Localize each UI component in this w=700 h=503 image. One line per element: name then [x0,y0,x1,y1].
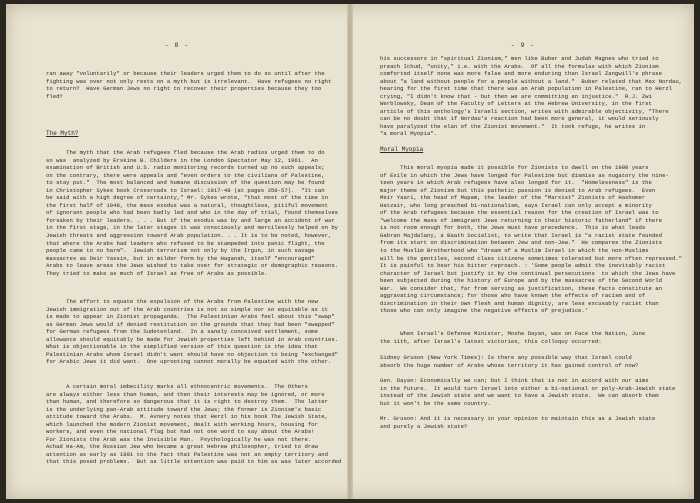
section-heading: The Myth? [46,130,79,137]
interview-answer: Gen. Dayan: Economically we can; but I think that is not in accord with our aims in the future. It would turn Israel into either a bi-national or poly-Arab-Jewish state instead of the Jewish state and we want to have a Jewish state. We can absorb them but it won't be the same country. [380,377,676,407]
right-page [352,4,694,499]
section-heading: Moral Myopia [380,146,424,153]
interview-question: Sidney Gruson (New York Times): Is there any possible way that Israel could absorb the huge number of Arabs whose territory it has gained control of now? [380,354,639,369]
book-spread [6,4,694,499]
body-paragraph: The effort to equate the expulsion of the Arabs from Palestine with the new Jewish immigration out of the Arab countries is not so simple nor so equitable as it is made to appear in Zionist propaganda. The Palestinian Arabs feel about this "swap" as German Jews would if denied restitution on the grounds that they had been "swapped" for German refugees from the Sudetenland. In a sanely conceived settlement, some allowance should equitably be made for Jewish properties left behind in Arab countries. What is objectionable in the simplified version of this question is the idea that Palestinian Arabs whom Israel didn't want should have no objection to being "exchanged" for Arabic Jews it did want. One uprooting cannot morally be equated with the other. [46,298,339,366]
intro-paragraph: ran away "voluntarily" or because their leaders urged them to do so until after the fighting was over not only rests on a myth but is irrelevant. Have refugees no right to return? Have German Jews no right to recover their properties because they too fled? [46,70,332,100]
page-number: - 9 - [510,42,536,49]
intro-paragraph: his successors in "spiritual Zionism," men like Buber and Judah Magnes who tried to preach Ichud, "unity," i.e. with the Arabs. Of all the formulas with which Zionism comforted itself none was more false and more enduring than Israel Zangwill's phrase about "a land without people for a people without a land." Buber related that Max Nordau, hearing for the first time that there was an Arab population in Palestine, ran to Herzl crying, "I didn't know that - but then we are committing an injustice." R.J. Zwi Werblowsky, Dean of the Faculty of Letters at the Hebrew University, in the first article of this anthology's Israeli section, writes with admirable objectivity, "There can be no doubt that if Nordau's reaction had been more general, it would seriously have paralyzed the elan of the Zionist movement." It took refuge, he writes in "a moral Myopia". [380,55,683,138]
body-paragraph: The myth that the Arab refugees fled because the Arab radios urged them to do so was analyzed by Erskine B. Childers in the London Spectator May 12, 1961. An examination of British and U.S. radio monitoring records turned up no such appeals; on the contrary, there were appeals and "even orders to the civilians of Palestine, to stay put." The most balanced and humane discussion of the question may be found in Christopher Sykes book Crossroads to Israel: 1917-48 (at pages 350-57). "It can be said with a high degree of certainty," Mr. Sykes wrote, "that most of the time in the first half of 1948, the mass exodus was a natural, thoughtless, pitiful movement of ignorant people who had been badly led and who in the day of trial, found themselves forsaken by their leaders. . . . But if the exodus was by and large an accident of war in the first stage, in the later stages it was consciously and mercilessly helped on by Jewish threats and aggression toward Arab population. . . It is to be noted, however, that where the Arabs had leaders who refused to be stampeded into panic flight, the people came to no harm". Jewish terrorism not only by the Irgun, in such savage massacres as Deir Yassin, but in milder form by the Haganah, itself "encouraged" Arabs to leave areas the Jews wished to take over for strategic or demographic reasons. They tried to make as much of Israel as free of Arabs as possible. [46,149,339,277]
left-page [6,4,348,499]
body-paragraph: When Israel's Defense Minister, Moshe Dayan, was on Face the Nation, June the 11th, after Israel's latest victories, this colloquy occurred: [380,330,646,345]
body-paragraph: This moral myopia made it possible for Zionists to dwell on the 1900 years of Exile in which the Jews have longed for Palestine but dismiss as nugatory the nine- teen years in which Arab refugees have also longed for it. "Homelessness" is the major theme of Zionism but this pathetic passion is denied to Arab refugees. Even Meir Yaari, the head of Mapam, the leader of the "Marxist" Zionists of Hashomer Hatzair, who long preached bi-nationalism, says Israel can only accept a minority of the Arab refugees because the essential reason for the creation of Israel was to "welcome the mass of immigrant Jews returning to their historic fatherland" if there is not room enough for both, the Jews must have precedence. This is what leads Gabran Majdalany, a Baath Socialist, to write that Israel is "a racist state founded from its start on discrimination between Jew and non-Jew." He compares the Zionists to the Muslim Brotherhood who "dream of a Muslim Israel in which the non-Muslims will be the gentiles, second class citizens sometimes tolerated but more often repressed." It is painful to hear his bitter reproach. : 'Some people admit the inevitably racist character of Israel but justify it by the continual persecutions to which the Jews have been subjected during the history of Europe and by the massacres of the Second World War. We consider that, far from serving as justification, these facts constitute an aggravating circumstance; for those who have known the effects of racism and of discrimination in their own flesh and human dignity, are less excusably racist than those who can only imagine the negative effects of prejudice.' [380,164,683,315]
body-paragraph: A certain moral imbecility marks all ethnocentric movements. The Others are always either less than human, and then their interests may be ignored, or more than human, and therefore so dangerous that it is right to destroy them. The latter is the underlying pan-Arab attitude toward the Jews; the former is Zionism's basic attitude toward the Arabs. M. Avnery notes that Herzl in his book The Jewish State, which launched the modern Zionist movement, dealt with working hours, housing for workers, and even the national flag but had not one word to say about the Arabs! For Zionists the Arab was the Invisible Man. Psychologically he was not there. Achad Ha-Am, the Russian Jew who became a great Hebrew philosopher, tried to draw attention as early as 1891 to the fact that Palestine was not an empty territory and that this posed problems. But as little attention was paid to him as was later accorded [46,383,342,466]
interview-question: Mr. Gruson: And it is necessary in your opinion to maintain this as a Jewish state and purely a Jewish state? [380,415,656,430]
page-number: - 8 - [164,42,190,49]
